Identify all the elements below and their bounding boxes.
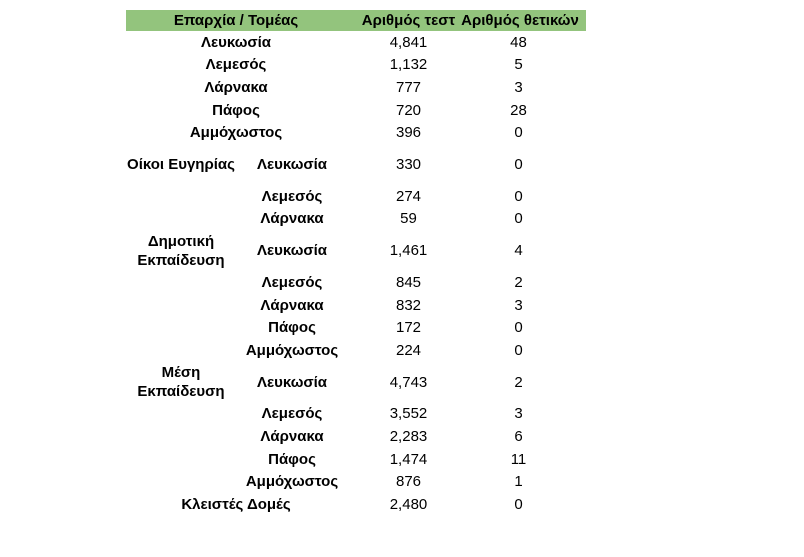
row-area: Λάρνακα [260,210,324,228]
row-positives: 0 [514,319,523,337]
row-tests: 2,480 [389,495,428,513]
row-positives: 3 [514,78,523,96]
row-positives: 5 [514,56,523,74]
table-row [126,121,586,144]
row-group: Οίκοι Ευγηρίας [127,155,235,173]
table-row [126,403,586,426]
row-area: Λάρνακα [260,296,324,314]
row-tests: 4,743 [389,373,428,391]
row-area: Λάρνακα [260,427,324,445]
row-area: Λεμεσός [261,405,323,423]
row-tests: 777 [395,78,422,96]
table-row [126,425,586,448]
row-area: Πάφος [212,101,260,119]
row-area: Αμμόχωστος [245,341,339,359]
row-tests: 845 [395,273,422,291]
row-tests: 1,132 [389,56,428,74]
row-area: Λάρνακα [204,78,268,96]
row-positives: 1 [514,473,523,491]
row-area: Κλειστές Δομές [181,495,291,513]
row-tests: 330 [395,155,422,173]
header-positives: Αριθμός θετικών [461,12,579,29]
table-row [126,76,586,99]
row-positives: 11 [510,450,527,468]
table-row [126,144,586,185]
row-positives: 4 [514,242,523,260]
row-positives: 0 [514,341,523,359]
results-table [126,10,586,516]
row-area: Λεμεσός [261,273,323,291]
row-group: Δημοτική Εκπαίδευση [137,232,225,269]
row-positives: 0 [514,210,523,228]
row-tests: 832 [395,296,422,314]
table-row [126,448,586,471]
row-group: Μέση Εκπαίδευση [137,364,225,401]
table-row [126,31,586,54]
row-tests: 876 [395,473,422,491]
table-row [126,493,586,516]
table-header [126,10,586,31]
table-body [126,31,586,516]
header-tests: Αριθμός τεστ [361,12,456,29]
row-area: Πάφος [268,450,316,468]
row-tests: 1,474 [389,450,428,468]
row-tests: 4,841 [389,33,428,51]
row-tests: 1,461 [389,242,428,260]
row-tests: 172 [395,319,422,337]
row-positives: 2 [514,273,523,291]
table-row [126,294,586,317]
table-row [126,99,586,122]
row-area: Αμμόχωστος [245,473,339,491]
row-tests: 2,283 [389,427,428,445]
row-area: Πάφος [268,319,316,337]
row-tests: 720 [395,101,422,119]
table-row [126,185,586,208]
table-row [126,362,586,403]
row-area: Λευκωσία [256,373,328,391]
row-positives: 3 [514,296,523,314]
row-tests: 59 [400,210,417,228]
table-row [126,339,586,362]
table-row [126,230,586,271]
header-area: Επαρχία / Τομέας [173,12,299,29]
table-row [126,271,586,294]
row-area: Λεμεσός [205,56,267,74]
row-area: Αμμόχωστος [189,124,283,142]
table-row [126,316,586,339]
row-area: Λευκωσία [256,242,328,260]
row-positives: 0 [514,155,523,173]
row-tests: 3,552 [389,405,428,423]
row-positives: 0 [514,187,523,205]
row-positives: 3 [514,405,523,423]
row-tests: 396 [395,124,422,142]
table-row [126,208,586,231]
table-row [126,54,586,77]
row-tests: 224 [395,341,422,359]
row-positives: 6 [514,427,523,445]
row-positives: 48 [510,33,527,51]
row-tests: 274 [395,187,422,205]
row-positives: 0 [514,124,523,142]
row-area: Λεμεσός [261,187,323,205]
row-area: Λευκωσία [200,33,272,51]
row-positives: 28 [510,101,527,119]
row-area: Λευκωσία [256,155,328,173]
row-positives: 2 [514,373,523,391]
row-positives: 0 [514,495,523,513]
table-row [126,470,586,493]
